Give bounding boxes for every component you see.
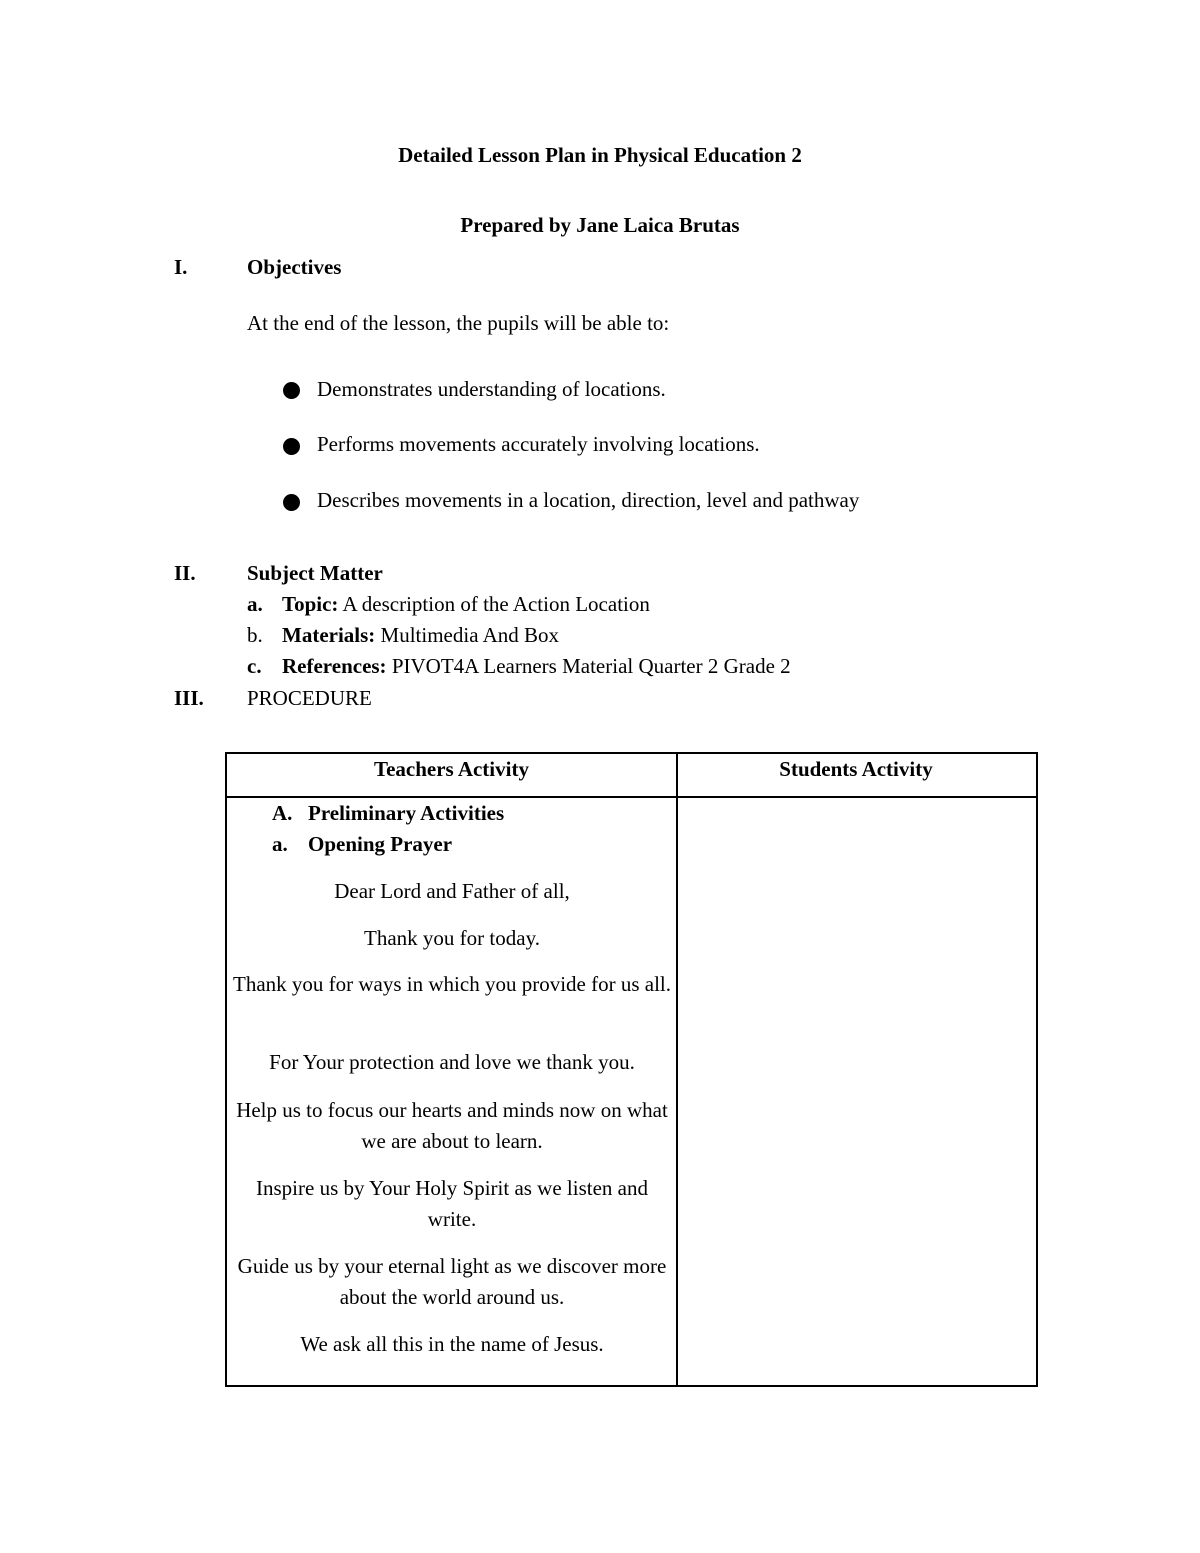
section-heading-procedure: PROCEDURE [247, 686, 372, 710]
section-heading-objectives: Objectives [247, 255, 342, 279]
subject-item-value: Multimedia And Box [375, 623, 560, 647]
subject-item-materials [282, 623, 559, 648]
table-column-divider [676, 752, 678, 1387]
prepared-by: Prepared by Jane Laica Brutas [460, 213, 740, 237]
prayer-line: Dear Lord and Father of all, [334, 879, 570, 903]
objective-item: Performs movements accurately involving locations. [317, 432, 760, 456]
subject-item-value: PIVOT4A Learners Material Quarter 2 Grade 2 [386, 654, 791, 678]
prayer-line: Inspire us by Your Holy Spirit as we listen and write. [256, 1176, 648, 1231]
subject-item-letter: b. [247, 623, 263, 647]
bullet-icon [283, 438, 300, 455]
document-title: Detailed Lesson Plan in Physical Education 2 [398, 143, 802, 167]
prayer-line: For Your protection and love we thank you. [269, 1050, 635, 1074]
table-header-students: Students Activity [779, 757, 933, 781]
objective-item: Describes movements in a location, direction, level and pathway [317, 488, 860, 512]
subject-item-topic [282, 592, 650, 617]
section-number-subject-matter: II. [174, 561, 196, 585]
table-header-divider [225, 796, 1038, 798]
bullet-icon [283, 494, 300, 511]
table-header-teachers: Teachers Activity [374, 757, 529, 781]
prayer-line: Thank you for ways in which you provide for us all. [233, 972, 671, 996]
sub-letter: a. [272, 832, 288, 856]
objective-item: Demonstrates understanding of locations. [317, 377, 666, 401]
opening-prayer-heading: Opening Prayer [308, 832, 453, 856]
prayer-line: Thank you for today. [364, 926, 540, 950]
subject-item-letter: c. [247, 654, 262, 678]
subject-item-references [282, 654, 791, 679]
subject-item-label: Materials: [282, 623, 376, 647]
subject-item-label: References: [282, 654, 387, 678]
preliminary-activities-heading: Preliminary Activities [308, 801, 505, 825]
section-number-objectives: I. [174, 255, 188, 279]
objectives-intro: At the end of the lesson, the pupils will be able to: [247, 311, 670, 335]
subject-item-value: A description of the Action Location [338, 592, 650, 616]
prayer-line: Guide us by your eternal light as we discover more about the world around us. [237, 1254, 667, 1309]
bullet-icon [283, 382, 300, 399]
subject-item-label: Topic: [282, 592, 339, 616]
section-number-procedure: III. [174, 686, 204, 710]
subject-item-letter: a. [247, 592, 263, 616]
prayer-line: Help us to focus our hearts and minds now on what we are about to learn. [236, 1098, 668, 1153]
prayer-line: We ask all this in the name of Jesus. [300, 1332, 604, 1356]
section-letter: A. [272, 801, 293, 825]
section-heading-subject-matter: Subject Matter [247, 561, 383, 585]
